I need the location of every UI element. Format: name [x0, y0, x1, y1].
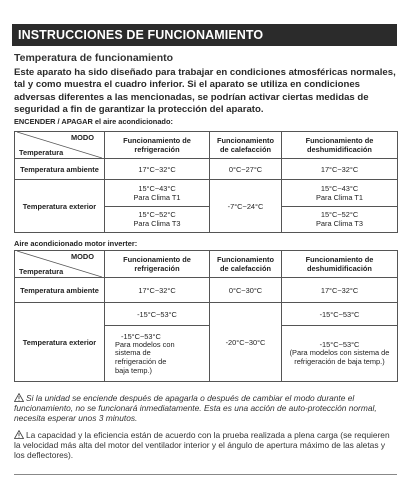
col-deshumidificacion: Funcionamiento de deshumidificación — [282, 251, 398, 278]
table1-header-row — [15, 132, 398, 159]
ext-deshum-t1-clima: Para Clima T1 — [315, 192, 364, 202]
cell-amb-refrig: 17°C~32°C — [105, 278, 210, 303]
ext-deshum-a: -15°C~53°C — [319, 309, 360, 319]
ext-deshum-t3-clima: Para Clima T3 — [315, 219, 364, 229]
cell-amb-calef: 0°C~27°C — [210, 159, 282, 180]
cell-amb-deshum: 17°C~32°C — [282, 278, 398, 303]
cell-ext-calef: -7°C~24°C — [210, 180, 282, 233]
cell-amb-deshum: 17°C~32°C — [282, 159, 398, 180]
ext-deshum-b-range: -15°C~53°C — [319, 340, 360, 350]
ext-deshum-t3-range: 15°C~52°C — [320, 210, 359, 220]
header-title: INSTRUCCIONES DE FUNCIONAMIENTO — [18, 28, 264, 42]
cell-ext-refrig — [105, 180, 210, 233]
ext-refrig-t1-clima: Para Clima T1 — [133, 192, 181, 202]
cell-ext-deshum — [282, 303, 398, 382]
cell-ext-deshum — [282, 180, 398, 233]
warning-icon — [14, 393, 24, 402]
ext-refrig-t1-range: 15°C~43°C — [138, 183, 176, 193]
ext-deshum-b-note: (Para modelos con sistema de refrigeración de baja temp.) — [289, 348, 390, 366]
corner-temperatura: Temperatura — [19, 148, 64, 157]
note1-text: Si la unidad se enciende después de apagarla o después de cambiar el modo durante el funcionamiento, no se funcionará inmediatamente. Esta es una acción de auto-protección normal, necesita esperar unos 3 minutos. — [14, 393, 377, 424]
corner-temperatura: Temperatura — [19, 267, 64, 276]
cell-amb-calef: 0°C~30°C — [210, 278, 282, 303]
table1-corner-cell — [15, 132, 105, 159]
table2-label: Aire acondicionado motor inverter: — [14, 239, 138, 248]
table1-row-ambiente — [15, 159, 398, 180]
warning-icon — [14, 430, 24, 439]
table2-corner-cell — [15, 251, 105, 278]
intro-paragraph: Este aparato ha sido diseñado para trabajar en condiciones atmosféricas normales, tal y como muestra el cuadro inferior. Si el aparato se utiliza en condiciones adversas diferentes a las mencionadas, se podrían activar ciertas medidas de seguridad a fin de garantizar la protección del aparato. — [14, 67, 396, 116]
table1-label: ENCENDER / APAGAR el aire acondicionado: — [14, 117, 173, 126]
table2-row-ambiente — [15, 278, 398, 303]
ext-deshum-t1-range: 15°C~43°C — [320, 183, 359, 193]
cell-ext-refrig — [105, 303, 210, 382]
row-label-ambiente: Temperatura ambiente — [15, 159, 105, 180]
ext-refrig-b-range: -15°C~53°C — [121, 331, 161, 341]
ext-refrig-t3-clima: Para Clima T3 — [133, 219, 181, 229]
ext-refrig-a: -15°C~53°C — [137, 309, 177, 319]
table1-row-exterior — [15, 180, 398, 233]
table-on-off — [14, 131, 398, 233]
cell-ext-calef: -20°C~30°C — [210, 303, 282, 382]
col-calefaccion: Funcionamiento de calefacción — [210, 251, 282, 278]
row-label-ambiente: Temperatura ambiente — [15, 278, 105, 303]
ext-refrig-b-note: Para modelos con sistema de refrigeración de baja temp.) — [115, 339, 175, 375]
note-capacity — [14, 430, 398, 461]
row-label-exterior: Temperatura exterior — [15, 180, 105, 233]
bottom-divider — [14, 474, 397, 475]
table-inverter — [14, 250, 398, 382]
cell-amb-refrig: 17°C~32°C — [105, 159, 210, 180]
section-subtitle: Temperatura de funcionamiento — [14, 52, 174, 64]
col-refrigeracion: Funcionamiento de refrigeración — [105, 132, 210, 159]
corner-modo: MODO — [71, 252, 94, 261]
col-refrigeracion: Funcionamiento de refrigeración — [105, 251, 210, 278]
note2-text: La capacidad y la eficiencia están de acuerdo con la prueba realizada a plena carga (se requieren la velocidad más alta del motor del ventilador interior y el ángulo de apertura máximo de las aletas y los deflectores). — [14, 430, 390, 461]
table2-row-exterior — [15, 303, 398, 382]
ext-refrig-t3-range: 15°C~52°C — [138, 210, 176, 220]
table2-header-row — [15, 251, 398, 278]
note-restart — [14, 393, 398, 424]
row-label-exterior: Temperatura exterior — [15, 303, 105, 382]
page-header — [12, 24, 397, 46]
col-deshumidificacion: Funcionamiento de deshumidificación — [282, 132, 398, 159]
corner-modo: MODO — [71, 133, 94, 142]
col-calefaccion: Funcionamiento de calefacción — [210, 132, 282, 159]
